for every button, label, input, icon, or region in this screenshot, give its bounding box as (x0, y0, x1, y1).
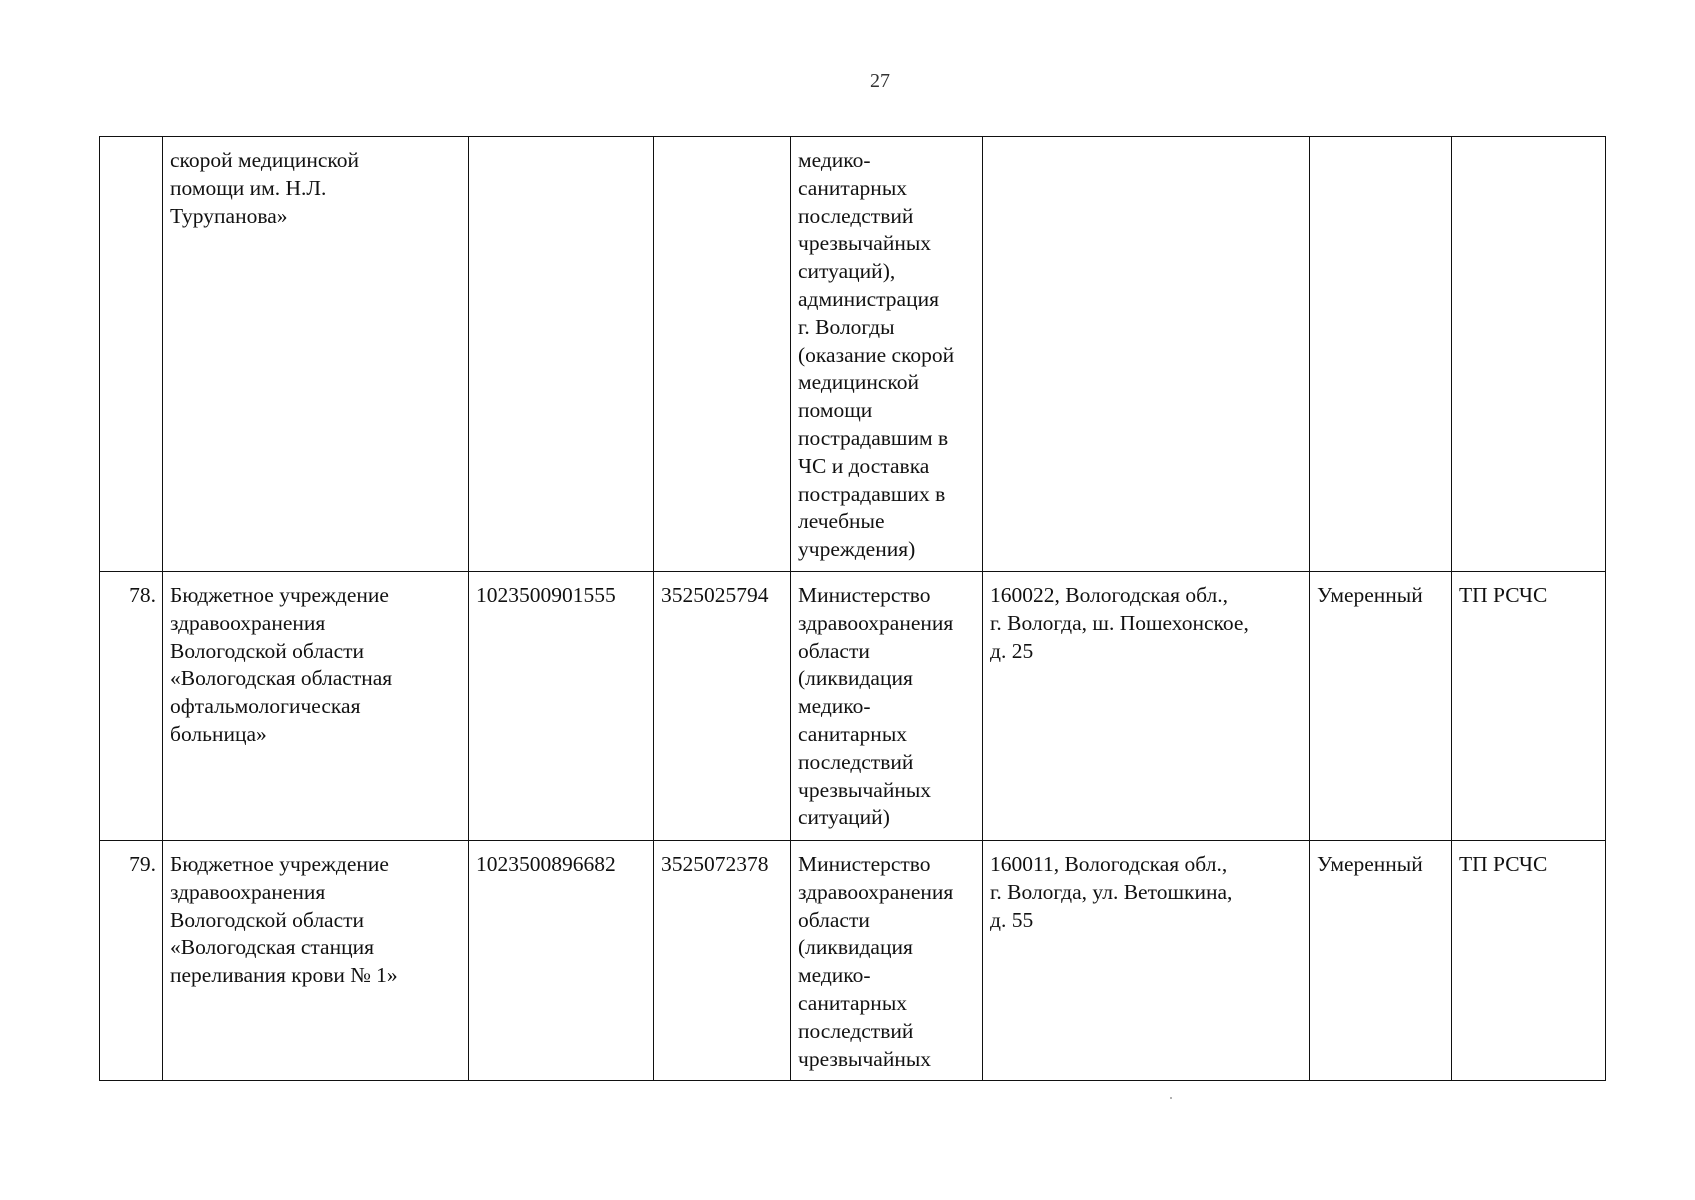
page-number: 27 (870, 70, 890, 92)
level-cell (1310, 137, 1452, 572)
authority-cell: медико- санитарных последствий чрезвычайных ситуаций), администрация г. Вологды (оказание скорой медицинской помощи пострадавшим в ЧС и доставка пострадавших в лечебные учреждения) (791, 137, 983, 572)
inn-cell: 3525025794 (654, 572, 791, 841)
table-row (100, 841, 1606, 1081)
address-cell: 160011, Вологодская обл., г. Вологда, ул. Ветошкина, д. 55 (983, 841, 1310, 1081)
table-row (100, 137, 1606, 572)
system-cell: ТП РСЧС (1452, 841, 1606, 1081)
table-row (100, 572, 1606, 841)
organizations-table (99, 136, 1606, 1081)
level-cell: Умеренный (1310, 572, 1452, 841)
system-cell (1452, 137, 1606, 572)
inn-cell (654, 137, 791, 572)
organization-name: Бюджетное учреждение здравоохранения Вологодской области «Вологодская станция переливания крови № 1» (163, 841, 469, 1081)
system-cell: ТП РСЧС (1452, 572, 1606, 841)
level-cell: Умеренный (1310, 841, 1452, 1081)
inn-cell: 3525072378 (654, 841, 791, 1081)
address-cell (983, 137, 1310, 572)
ogrn-cell (469, 137, 654, 572)
authority-cell: Министерство здравоохранения области (ликвидация медико- санитарных последствий чрезвычайных ситуаций) (791, 572, 983, 841)
ogrn-cell: 1023500896682 (469, 841, 654, 1081)
row-number: 79. (100, 841, 163, 1081)
ogrn-cell: 1023500901555 (469, 572, 654, 841)
organization-name: Бюджетное учреждение здравоохранения Вологодской области «Вологодская областная офтальмологическая больница» (163, 572, 469, 841)
organization-name: скорой медицинской помощи им. Н.Л. Турупанова» (163, 137, 469, 572)
authority-cell: Министерство здравоохранения области (ликвидация медико- санитарных последствий чрезвычайных (791, 841, 983, 1081)
scan-speck (1170, 1097, 1172, 1099)
row-number: 78. (100, 572, 163, 841)
row-number (100, 137, 163, 572)
address-cell: 160022, Вологодская обл., г. Вологда, ш. Пошехонское, д. 25 (983, 572, 1310, 841)
